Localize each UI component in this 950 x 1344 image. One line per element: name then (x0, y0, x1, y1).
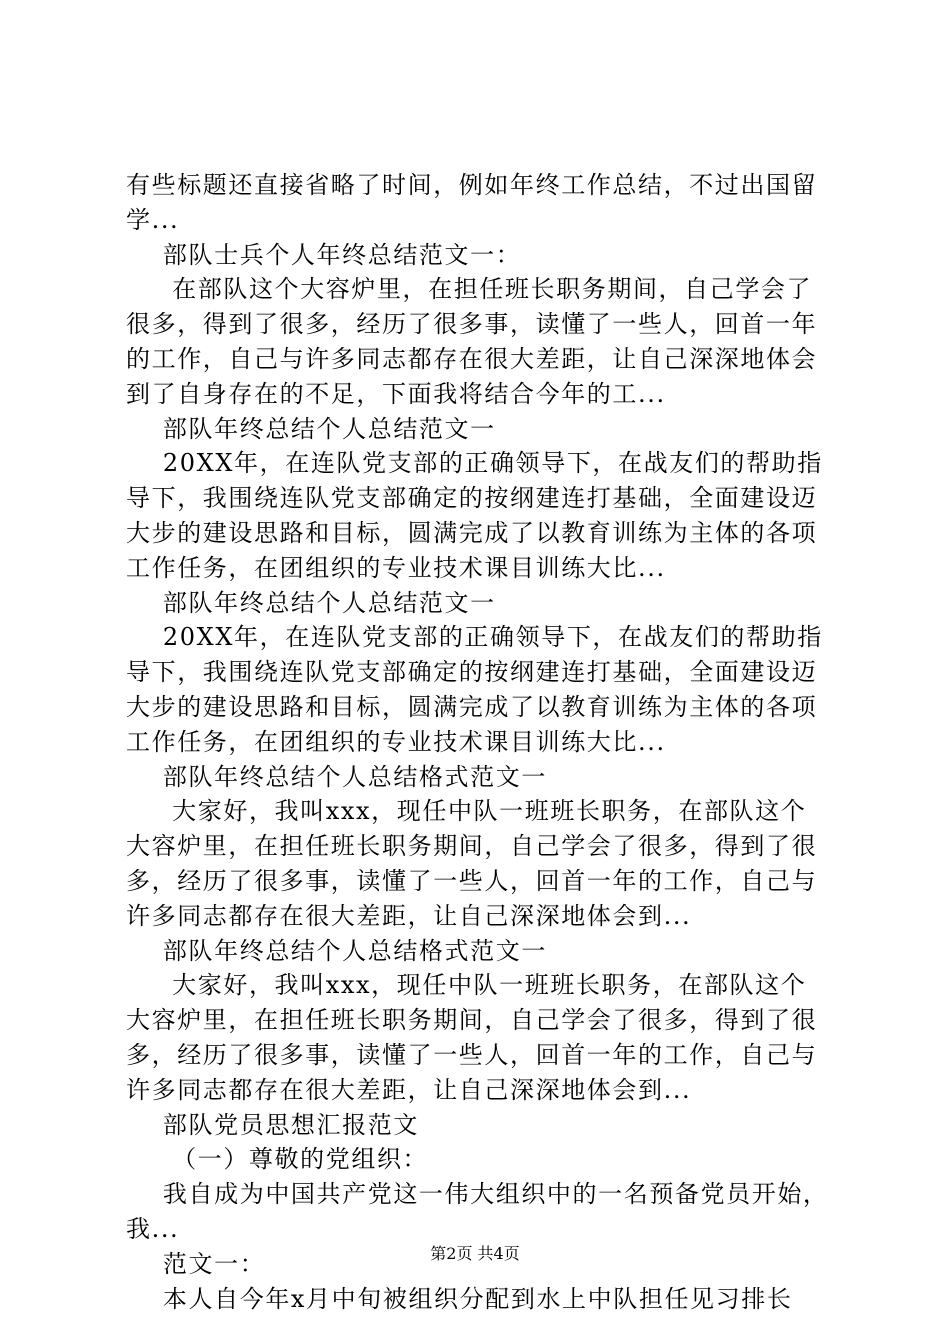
text-line: 许多同志都存在很大差距，让自己深深地体会到... (126, 901, 692, 930)
page-footer: 第2页 共4页 (430, 1244, 520, 1263)
text-line: 在部队这个大容炉里，在担任班长职务期间，自己学会了 (126, 275, 813, 304)
text-line: 导下，我围绕连队党支部确定的按纲建连打基础，全面建设迈 (126, 658, 818, 687)
text-line: 到了自身存在的不足，下面我将结合今年的工... (126, 379, 666, 408)
text-line: 大步的建设思路和目标，圆满完成了以教育训练为主体的各项 (126, 518, 818, 547)
text-line: 大家好，我叫xxx，现任中队一班班长职务，在部队这个 (126, 971, 807, 1000)
text-line: 部队年终总结个人总结范文一 (126, 588, 496, 617)
text-line: 我自成为中国共产党这一伟大组织中的一名预备党员开始， (126, 1180, 829, 1209)
text-line: 部队年终总结个人总结格式范文一 (126, 762, 547, 791)
text-line: 学... (126, 205, 180, 234)
text-line: 20XX年，在连队党支部的正确领导下，在战友们的帮助指 (126, 449, 823, 478)
text-line: 有些标题还直接省略了时间，例如年终工作总结，不过出国留 (126, 171, 818, 199)
text-line: 多，经历了很多事，读懂了一些人，回首一年的工作，自己与 (126, 1040, 818, 1069)
text-line: 工作任务，在团组织的专业技术课目训练大比... (126, 727, 666, 756)
text-line: 工作任务，在团组织的专业技术课目训练大比... (126, 553, 666, 582)
text-line: 部队党员思想汇报范文 (126, 1110, 419, 1139)
text-line: 本人自今年x月中旬被组织分配到水上中队担任见习排长 (126, 1284, 793, 1313)
text-line: 部队士兵个人年终总结范文一： (126, 240, 522, 269)
text-line: 许多同志都存在很大差距，让自己深深地体会到... (126, 1075, 692, 1104)
text-line: 范文一： (126, 1249, 266, 1278)
text-line: 大容炉里，在担任班长职务期间，自己学会了很多，得到了很 (126, 832, 818, 861)
text-line: 我... (126, 1214, 180, 1243)
text-line: 多，经历了很多事，读懂了一些人，回首一年的工作，自己与 (126, 866, 818, 895)
document-body (126, 168, 841, 1316)
text-line: 导下，我围绕连队党支部确定的按纲建连打基础，全面建设迈 (126, 484, 818, 513)
text-line: （一）尊敬的党组织： (126, 1145, 429, 1174)
text-line: 很多，得到了很多，经历了很多事，读懂了一些人，回首一年 (126, 310, 818, 339)
text-line: 的工作，自己与许多同志都存在很大差距，让自己深深地体会 (126, 344, 818, 373)
text-line: 部队年终总结个人总结格式范文一 (126, 936, 547, 965)
text-line: 20XX年，在连队党支部的正确领导下，在战友们的帮助指 (126, 623, 823, 652)
text-line: 大容炉里，在担任班长职务期间，自己学会了很多，得到了很 (126, 1006, 818, 1035)
text-line: 大家好，我叫xxx，现任中队一班班长职务，在部队这个 (126, 797, 807, 826)
text-line: 大步的建设思路和目标，圆满完成了以教育训练为主体的各项 (126, 692, 818, 721)
text-line: 部队年终总结个人总结范文一 (126, 414, 496, 443)
